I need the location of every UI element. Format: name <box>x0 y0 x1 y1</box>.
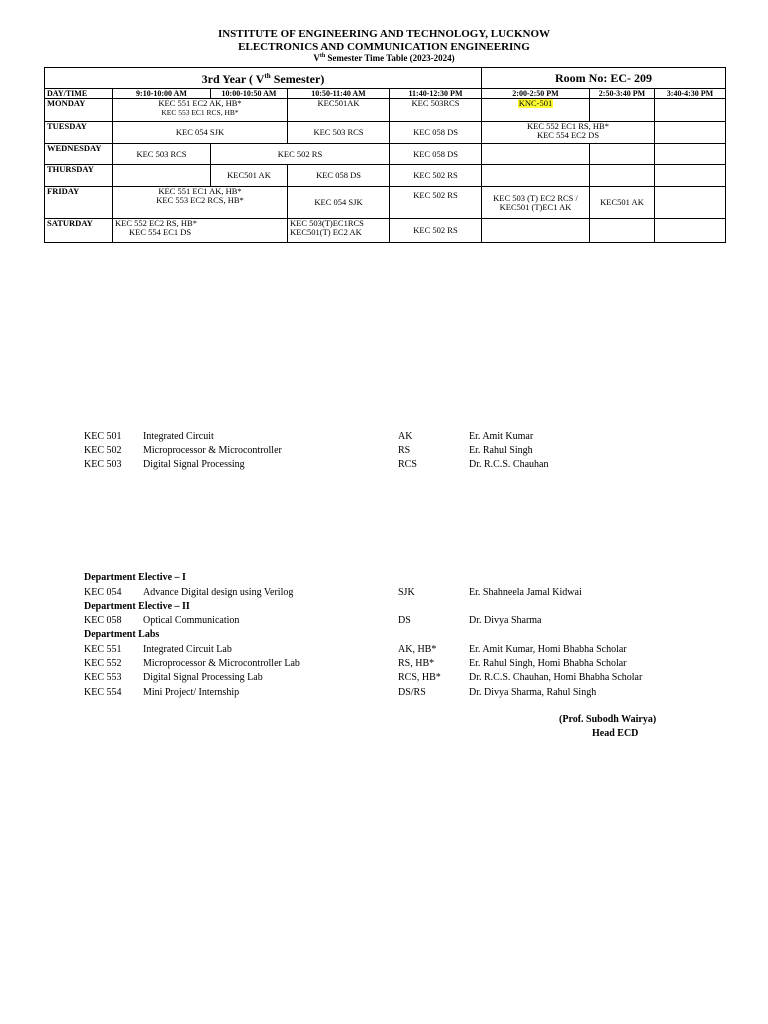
cell-line: KEC 552 EC2 RS, HB* <box>115 218 197 228</box>
schedule-cell <box>655 165 726 187</box>
schedule-cell <box>655 99 726 122</box>
course-code: KEC 554 <box>84 687 122 698</box>
course-code: KEC 501 <box>84 431 122 442</box>
course-faculty: Dr. R.C.S. Chauhan, Homi Bhabha Scholar <box>469 672 643 683</box>
row-thursday <box>45 165 726 187</box>
row-saturday <box>45 219 726 243</box>
cell-line: KEC 554 EC1 DS <box>129 227 192 237</box>
schedule-cell: KEC 503RCS <box>390 99 482 122</box>
header-cell: 10:50-11:40 AM <box>288 89 390 99</box>
room-number-cell: Room No: EC- 209 <box>482 68 726 89</box>
schedule-cell <box>288 219 390 243</box>
course-faculty: Dr. R.C.S. Chauhan <box>469 459 549 470</box>
schedule-cell: KEC 054 SJK <box>288 187 390 219</box>
row-friday <box>45 187 726 219</box>
cell-line: KEC 551 EC2 AK, HB* <box>158 98 242 108</box>
schedule-cell: KEC 058 DS <box>390 144 482 165</box>
course-name: Microprocessor & Microcontroller Lab <box>143 658 300 669</box>
course-name: Optical Communication <box>143 615 240 626</box>
schedule-cell <box>590 219 655 243</box>
course-abbr: RS, HB* <box>398 658 435 669</box>
row-wednesday <box>45 144 726 165</box>
course-code: KEC 058 <box>84 615 122 626</box>
header-cell: 2:00-2:50 PM <box>482 89 590 99</box>
cell-line: KEC 554 EC2 DS <box>536 130 600 140</box>
schedule-cell <box>590 99 655 122</box>
cell-line: KEC 503(T)EC1RCS <box>290 218 364 228</box>
schedule-cell <box>655 187 726 219</box>
course-name: Digital Signal Processing Lab <box>143 672 263 683</box>
course-code: KEC 502 <box>84 445 122 456</box>
course-faculty: Er. Shahneela Jamal Kidwai <box>469 587 582 598</box>
course-code: KEC 503 <box>84 459 122 470</box>
header-cell: 11:40-12:30 PM <box>390 89 482 99</box>
course-faculty: Dr. Divya Sharma, Rahul Singh <box>469 687 597 698</box>
schedule-cell: KEC 502 RS <box>390 187 482 219</box>
course-abbr: RCS, HB* <box>398 672 441 683</box>
course-name: Advance Digital design using Verilog <box>143 587 294 598</box>
timetable-title-row <box>45 68 726 89</box>
schedule-cell <box>482 187 590 219</box>
schedule-cell <box>590 144 655 165</box>
schedule-cell <box>655 144 726 165</box>
cell-line: KEC501(T) EC2 AK <box>290 227 362 237</box>
course-abbr: SJK <box>398 587 415 598</box>
highlighted-course: KNC-501 <box>518 98 553 108</box>
cell-line: KEC 553 EC1 RCS, HB* <box>161 108 239 117</box>
course-code: KEC 552 <box>84 658 122 669</box>
course-code: KEC 551 <box>84 644 122 655</box>
day-cell: SATURDAY <box>45 219 113 243</box>
schedule-cell: KEC 058 DS <box>390 122 482 144</box>
cell-line: KEC 551 EC1 AK, HB* <box>158 186 242 196</box>
course-code: KEC 553 <box>84 672 122 683</box>
day-cell: FRIDAY <box>45 187 113 219</box>
schedule-cell <box>482 144 590 165</box>
schedule-cell: KEC 058 DS <box>288 165 390 187</box>
timetable <box>44 67 726 243</box>
schedule-cell <box>482 122 655 144</box>
row-monday <box>45 99 726 122</box>
day-cell: THURSDAY <box>45 165 113 187</box>
year-semester-cell: 3rd Year ( Vth Semester) <box>45 68 482 89</box>
course-name: Mini Project/ Internship <box>143 687 240 698</box>
cell-line: KEC501 (T)EC1 AK <box>499 201 572 212</box>
schedule-cell: KEC 502 RS <box>211 144 390 165</box>
course-code: KEC 054 <box>84 587 122 598</box>
course-abbr: RS <box>398 445 411 456</box>
course-faculty: Er. Rahul Singh, Homi Bhabha Scholar <box>469 658 627 669</box>
schedule-cell: KEC 503 RCS <box>113 144 211 165</box>
course-name: Integrated Circuit Lab <box>143 644 232 655</box>
schedule-cell: KEC 502 RS <box>390 165 482 187</box>
header-cell: 9:10-10:00 AM <box>113 89 211 99</box>
signatory-title: Head ECD <box>592 728 639 739</box>
department-name: ELECTRONICS AND COMMUNICATION ENGINEERING <box>238 41 530 53</box>
schedule-cell <box>113 219 288 243</box>
labs-heading: Department Labs <box>84 629 160 640</box>
schedule-cell <box>482 219 590 243</box>
schedule-cell <box>655 122 726 144</box>
course-name: Integrated Circuit <box>143 431 214 442</box>
timetable-title: Vth Semester Time Table (2023-2024) <box>313 53 455 63</box>
cell-line: KEC 503 (T) EC2 RCS / <box>493 192 578 203</box>
schedule-cell <box>482 165 590 187</box>
course-faculty: Dr. Divya Sharma <box>469 615 542 626</box>
schedule-cell <box>113 187 288 219</box>
course-name: Digital Signal Processing <box>143 459 245 470</box>
course-faculty: Er. Rahul Singh <box>469 445 533 456</box>
row-tuesday <box>45 122 726 144</box>
header-cell: 10:00-10:50 AM <box>211 89 288 99</box>
course-abbr: AK <box>398 431 413 442</box>
schedule-cell <box>482 99 590 122</box>
day-cell: WEDNESDAY <box>45 144 113 165</box>
schedule-cell: KEC 054 SJK <box>113 122 288 144</box>
schedule-cell <box>655 219 726 243</box>
schedule-cell: KEC 502 RS <box>390 219 482 243</box>
schedule-cell <box>113 165 211 187</box>
day-cell: MONDAY <box>45 99 113 122</box>
header-cell: DAY/TIME <box>45 89 113 99</box>
course-faculty: Er. Amit Kumar <box>469 431 534 442</box>
course-abbr: DS <box>398 615 411 626</box>
cell-line: KEC 552 EC1 RS, HB* <box>527 121 609 131</box>
course-abbr: DS/RS <box>398 687 426 698</box>
course-faculty: Er. Amit Kumar, Homi Bhabha Scholar <box>469 644 627 655</box>
schedule-cell: KEC501 AK <box>211 165 288 187</box>
course-name: Microprocessor & Microcontroller <box>143 445 282 456</box>
schedule-cell <box>113 99 288 122</box>
schedule-cell <box>590 165 655 187</box>
cell-line: KEC 553 EC2 RCS, HB* <box>156 195 244 205</box>
schedule-cell: KEC 503 RCS <box>288 122 390 144</box>
institute-name: INSTITUTE OF ENGINEERING AND TECHNOLOGY, LUCKNOW <box>217 28 551 40</box>
elective-2-heading: Department Elective – II <box>84 601 190 612</box>
course-abbr: AK, HB* <box>398 644 437 655</box>
elective-1-heading: Department Elective – I <box>84 572 186 583</box>
schedule-cell: KEC501AK <box>288 99 390 122</box>
header-cell: 3:40-4:30 PM <box>655 89 726 99</box>
signatory-name: (Prof. Subodh Wairya) <box>559 714 657 725</box>
header-cell: 2:50-3:40 PM <box>590 89 655 99</box>
course-abbr: RCS <box>398 459 417 470</box>
schedule-cell: KEC501 AK <box>590 187 655 219</box>
day-cell: TUESDAY <box>45 122 113 144</box>
time-header-row <box>45 89 726 99</box>
